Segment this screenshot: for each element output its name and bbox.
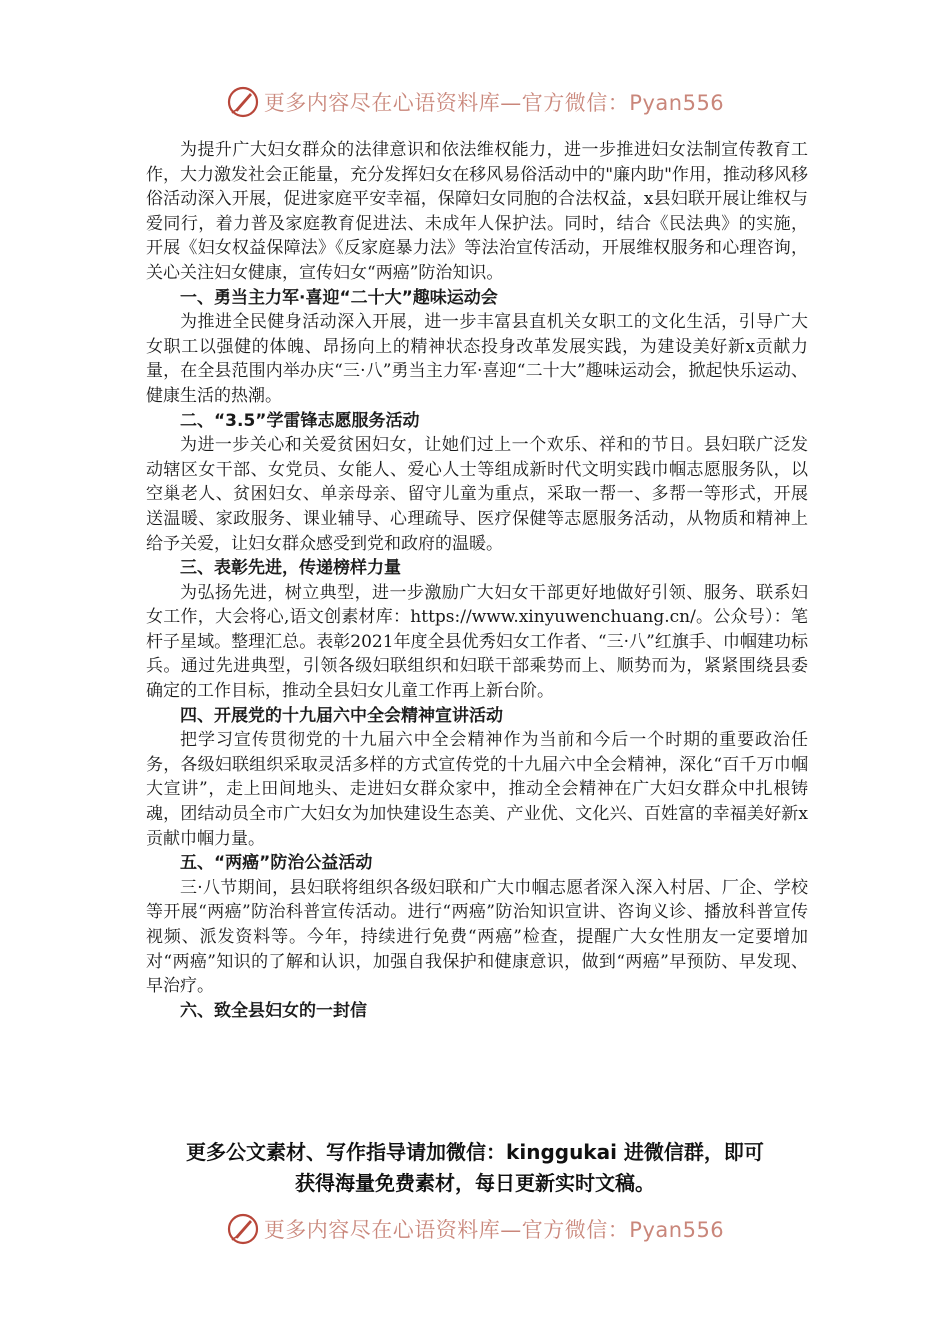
section-body-3: 为弘扬先进，树立典型，进一步激励广大妇女干部更好地做好引领、服务、联系妇女工作，大会将心,语文创素材库：https://www.xinyuwenchuang.cn/。公众号）：笔杆子星域。整理汇总。表彰2021年度全县优秀妇女工作者、“三·八”红旗手、巾帼建功标兵。通过先进典型，引领各级妇联组织和妇联干部乘势而上、顺势而为，紧紧围绕县委确定的工作目标，推动全县妇女儿童工作再上新台阶。 (146, 582, 808, 702)
header-banner (0, 80, 950, 124)
footer-banner-text: 更多内容尽在心语资料库—官方微信：Pyan556 (263, 1218, 725, 1242)
section-body-2: 为进一步关心和关爱贫困妇女，让她们过上一个欢乐、祥和的节日。县妇联广泛发动辖区女干部、女党员、女能人、爱心人士等组成新时代文明实践巾帼志愿服务队，以空巢老人、贫困妇女、单亲母亲、留守儿童为重点，采取一帮一、多帮一等形式，开展送温暖、家政服务、课业辅导、心理疏导、医疗保健等志愿服务活动，从物质和精神上给予关爱，让妇女群众感受到党和政府的温暖。 (146, 435, 808, 554)
section-body-1: 为推进全民健身活动深入开展，进一步丰富县直机关女职工的文化生活，引导广大女职工以强健的体魄、昂扬向上的精神状态投身改革发展实践，为建设美好新x贡献力量，在全县范围内举办庆“三·八”勇当主力军·喜迎“二十大”趣味运动会，掀起快乐运动、健康生活的热潮。 (146, 312, 808, 406)
promo-notice (100, 1137, 850, 1199)
section-heading-1: 一、勇当主力军·喜迎“二十大”趣味运动会 (180, 287, 498, 308)
intro-paragraph: 为提升广大妇女群众的法律意识和依法维权能力，进一步推进妇女法制宣传教育工作，大力激发社会正能量，充分发挥妇女在移风易俗活动中的"廉内助"作用，推动移风移俗活动深入开展，促进家庭平安幸福，保障妇女同胞的合法权益，x县妇联开展让维权与爱同行，着力普及家庭教育促进法、未成年人保护法。同时，结合《民法典》的实施，开展《妇女权益保障法》《反家庭暴力法》等法治宣传活动，开展维权服务和心理咨询，关心关注妇女健康，宣传妇女“两癌”防治知识。 (146, 140, 808, 283)
document-body (146, 138, 808, 1023)
section-heading-5: 五、“两癌”防治公益活动 (180, 853, 373, 874)
section-body-4: 把学习宣传贯彻党的十九届六中全会精神作为当前和今后一个时期的重要政治任务，各级妇联组织采取灵活多样的方式宣传党的十九届六中全会精神，深化“百千万巾帼大宣讲”，走上田间地头、走进妇女群众家中，推动全会精神在广大妇女群众中扎根铸魂，团结动员全市广大妇女为加快建设生态美、产业优、文化兴、百姓富的幸福美好新x贡献巾帼力量。 (146, 730, 808, 849)
section-heading-4: 四、开展党的十九届六中全会精神宣讲活动 (180, 705, 503, 726)
footer-banner (0, 1207, 950, 1251)
section-heading-2: 二、“3.5”学雷锋志愿服务活动 (180, 410, 420, 431)
section-body-5: 三·八节期间，县妇联将组织各级妇联和广大巾帼志愿者深入深入村居、厂企、学校等开展“两癌”防治科普宣传活动。进行“两癌”防治知识宣讲、咨询义诊、播放科普宣传视频、派发资料等。今年，持续进行免费“两癌”检查，提醒广大女性朋友一定要增加对“两癌”知识的了解和认识，加强自我保护和健康意识，做到“两癌”早预防、早发现、早治疗。 (146, 877, 808, 997)
quill-logo-icon (226, 1212, 260, 1246)
section-heading-3: 三、表彰先进，传递榜样力量 (180, 558, 401, 579)
promo-line-2: 获得海量免费素材，每日更新实时文稿。 (295, 1171, 655, 1195)
quill-logo-icon (226, 85, 260, 119)
section-heading-6: 六、致全县妇女的一封信 (180, 1000, 367, 1021)
promo-line-1: 更多公文素材、写作指导请加微信：kinggukai 进微信群，即可 (186, 1140, 764, 1164)
header-banner-text: 更多内容尽在心语资料库—官方微信：Pyan556 (263, 91, 725, 115)
